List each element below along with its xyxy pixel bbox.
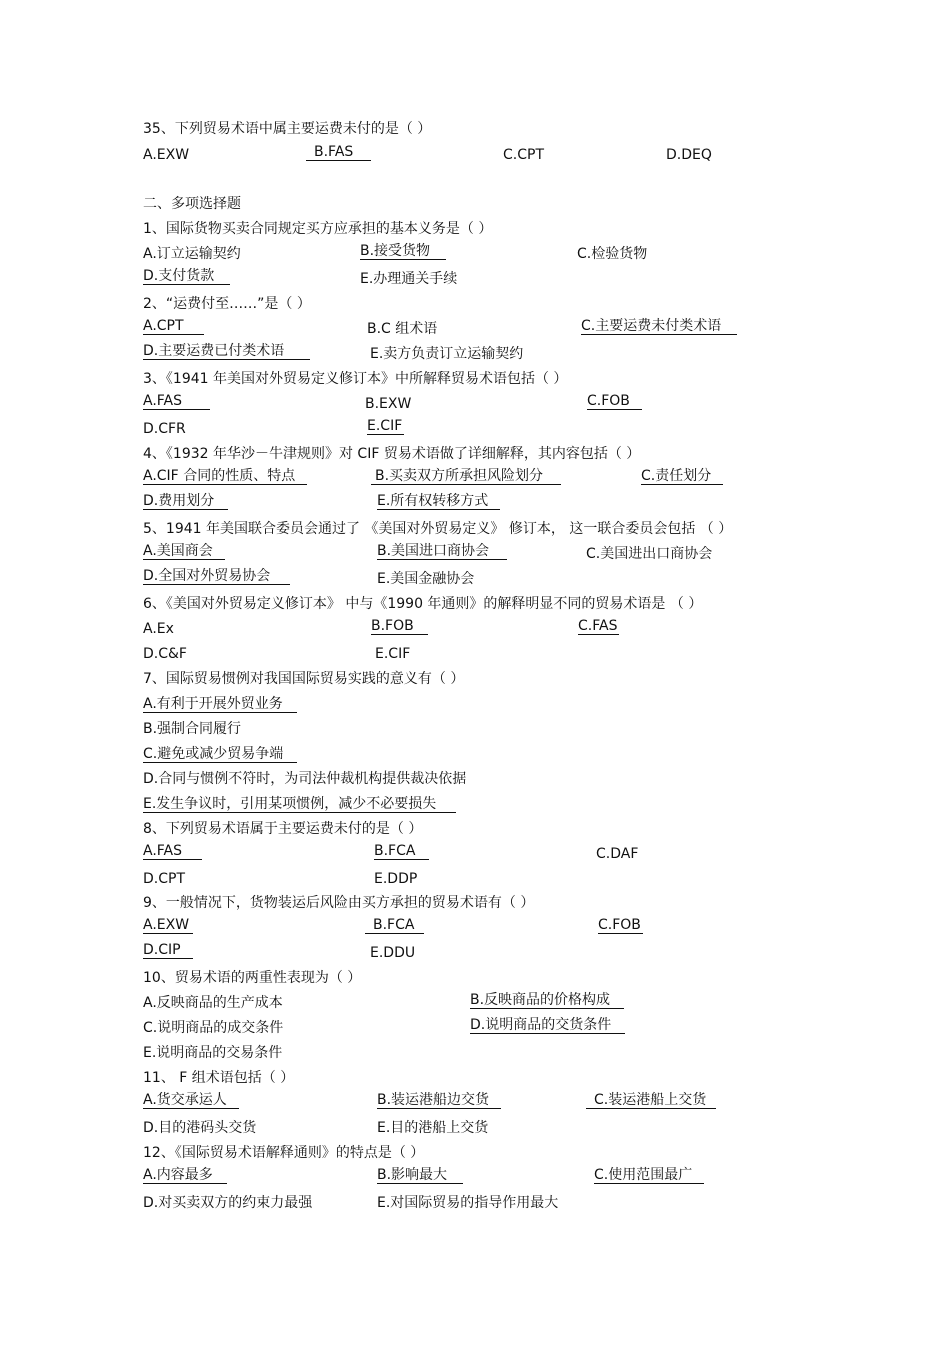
q5-option-e: E.美国金融协会 — [377, 571, 475, 587]
q8-stem: 8、下列贸易术语属于主要运费未付的是（ ） — [143, 821, 423, 837]
q3-option-b: B.EXW — [365, 396, 412, 412]
q1-option-e: E.办理通关手续 — [360, 271, 458, 287]
q7-option-a: A.有利于开展外贸业务 — [143, 696, 297, 713]
q11-stem: 11、 F 组术语包括（ ） — [143, 1070, 295, 1086]
q12-option-a: A.内容最多 — [143, 1167, 227, 1184]
q6-option-e: E.CIF — [375, 646, 411, 662]
q10-row2 — [143, 1017, 843, 1039]
q1-option-a: A.订立运输契约 — [143, 246, 241, 262]
q10-option-c: C.说明商品的成交条件 — [143, 1020, 284, 1036]
q1-option-b: B.接受货物 — [360, 243, 446, 260]
q35-option-c: C.CPT — [503, 147, 544, 163]
q12-row1 — [143, 1167, 843, 1189]
q2-option-c: C.主要运费未付类术语 — [581, 318, 737, 335]
q5-row2 — [143, 568, 843, 590]
q7-row3 — [143, 743, 297, 765]
q6-option-c: C.FAS — [578, 618, 618, 634]
q12-stem: 12、《国际贸易术语解释通则》的特点是（ ） — [143, 1145, 425, 1161]
q2-option-e: E.卖方负责订立运输契约 — [370, 346, 524, 362]
q10-row1 — [143, 992, 843, 1014]
section-title: 二、多项选择题 — [143, 196, 241, 212]
q8-row1 — [143, 843, 843, 865]
q10-stem: 10、贸易术语的两重性表现为（ ） — [143, 970, 362, 986]
q11-option-e: E.目的港船上交货 — [377, 1120, 489, 1136]
q2-stem: 2、“运费付至……”是（ ） — [143, 296, 311, 312]
q3-option-c: C.FOB — [587, 393, 642, 410]
q7-row5 — [143, 793, 456, 815]
q4-row1 — [143, 468, 843, 490]
q8-option-e: E.DDP — [374, 871, 418, 887]
q35-option-a: A.EXW — [143, 147, 190, 163]
q2-option-b: B.C 组术语 — [367, 321, 438, 337]
q11-row2 — [143, 1117, 843, 1139]
q3-option-e: E.CIF — [367, 418, 403, 434]
q4-stem: 4、《1932 年华沙－牛津规则》对 CIF 贸易术语做了详细解释，其内容包括（ ） — [143, 446, 641, 462]
q5-option-a: A.美国商会 — [143, 543, 225, 560]
q7-option-e: E.发生争议时，引用某项惯例，减少不必要损失 — [143, 796, 456, 813]
q12-option-b: B.影响最大 — [377, 1167, 463, 1184]
q10-option-a: A.反映商品的生产成本 — [143, 995, 283, 1011]
q2-option-a: A.CPT — [143, 318, 204, 335]
q3-option-d: D.CFR — [143, 421, 186, 437]
q7-row1 — [143, 693, 297, 715]
q12-option-c: C.使用范围最广 — [594, 1167, 704, 1184]
q5-row1 — [143, 543, 843, 565]
q3-row1 — [143, 393, 843, 415]
q1-row1 — [143, 243, 843, 265]
q11-option-c: C.装运港船上交货 — [586, 1092, 716, 1109]
q9-row1 — [143, 917, 843, 939]
q11-option-a: A.货交承运人 — [143, 1092, 239, 1109]
q6-option-a: A.Ex — [143, 621, 174, 637]
q9-stem: 9、一般情况下，货物装运后风险由买方承担的贸易术语有（ ） — [143, 895, 535, 911]
q2-option-d: D.主要运费已付类术语 — [143, 343, 310, 360]
q7-option-d: D.合同与惯例不符时，为司法仲裁机构提供裁决依据 — [143, 771, 467, 787]
q12-option-e: E.对国际贸易的指导作用最大 — [377, 1195, 559, 1211]
q9-option-e: E.DDU — [370, 945, 416, 961]
q11-option-b: B.装运港船边交货 — [377, 1092, 501, 1109]
q8-option-d: D.CPT — [143, 871, 185, 887]
q3-row2 — [143, 418, 843, 440]
q7-stem: 7、国际贸易惯例对我国国际贸易实践的意义有（ ） — [143, 671, 465, 687]
q11-option-d: D.目的港码头交货 — [143, 1120, 257, 1136]
q8-option-c: C.DAF — [596, 846, 639, 862]
q6-stem: 6、《美国对外贸易定义修订本》 中与《1990 年通则》的解释明显不同的贸易术语是 （ ） — [143, 596, 703, 612]
q12-option-d: D.对买卖双方的约束力最强 — [143, 1195, 313, 1211]
q6-option-b: B.FOB — [371, 618, 428, 635]
q9-row2 — [143, 942, 843, 964]
q35-options — [143, 144, 843, 166]
q5-option-c: C.美国进出口商协会 — [586, 546, 713, 562]
q2-row1 — [143, 318, 843, 340]
q9-option-b: B.FCA — [365, 917, 424, 934]
q5-option-b: B.美国进口商协会 — [377, 543, 507, 560]
q4-option-c: C.责任划分 — [641, 468, 723, 485]
q3-stem: 3、《1941 年美国对外贸易定义修订本》中所解释贸易术语包括（ ） — [143, 371, 568, 387]
q1-stem: 1、国际货物买卖合同规定买方应承担的基本义务是（ ） — [143, 221, 493, 237]
q4-option-b: B.买卖双方所承担风险划分 — [371, 468, 561, 485]
q8-option-a: A.FAS — [143, 843, 202, 860]
q9-option-a: A.EXW — [143, 917, 193, 934]
q10-option-b: B.反映商品的价格构成 — [470, 992, 624, 1009]
q6-option-d: D.C&F — [143, 646, 187, 662]
q7-option-c: C.避免或减少贸易争端 — [143, 746, 297, 763]
q1-option-d: D.支付货款 — [143, 268, 230, 285]
q4-option-e: E.所有权转移方式 — [377, 493, 500, 510]
q1-option-c: C.检验货物 — [577, 246, 648, 262]
q5-option-d: D.全国对外贸易协会 — [143, 568, 290, 585]
q8-row2 — [143, 868, 843, 890]
q35-option-b: B.FAS — [306, 144, 371, 161]
q4-option-a: A.CIF 合同的性质、特点 — [143, 468, 307, 485]
q8-option-b: B.FCA — [374, 843, 429, 860]
q4-option-d: D.费用划分 — [143, 493, 228, 510]
q11-row1 — [143, 1092, 843, 1114]
q6-row2 — [143, 643, 843, 665]
q6-row1 — [143, 618, 843, 640]
q10-option-d: D.说明商品的交货条件 — [470, 1017, 625, 1034]
q12-row2 — [143, 1192, 843, 1214]
q35-stem: 35、下列贸易术语中属主要运费未付的是（ ） — [143, 121, 432, 137]
q2-row2 — [143, 343, 843, 365]
q9-option-c: C.FOB — [598, 917, 641, 933]
q3-option-a: A.FAS — [143, 393, 210, 410]
q9-option-d: D.CIP — [143, 942, 193, 959]
q10-option-e: E.说明商品的交易条件 — [143, 1045, 283, 1061]
q1-row2 — [143, 268, 843, 290]
q35-option-d: D.DEQ — [666, 147, 712, 163]
q4-row2 — [143, 493, 843, 515]
q5-stem: 5、1941 年美国联合委员会通过了 《美国对外贸易定义》 修订本， 这一联合委员会包括 （ ） — [143, 521, 733, 537]
q7-option-b: B.强制合同履行 — [143, 721, 242, 737]
